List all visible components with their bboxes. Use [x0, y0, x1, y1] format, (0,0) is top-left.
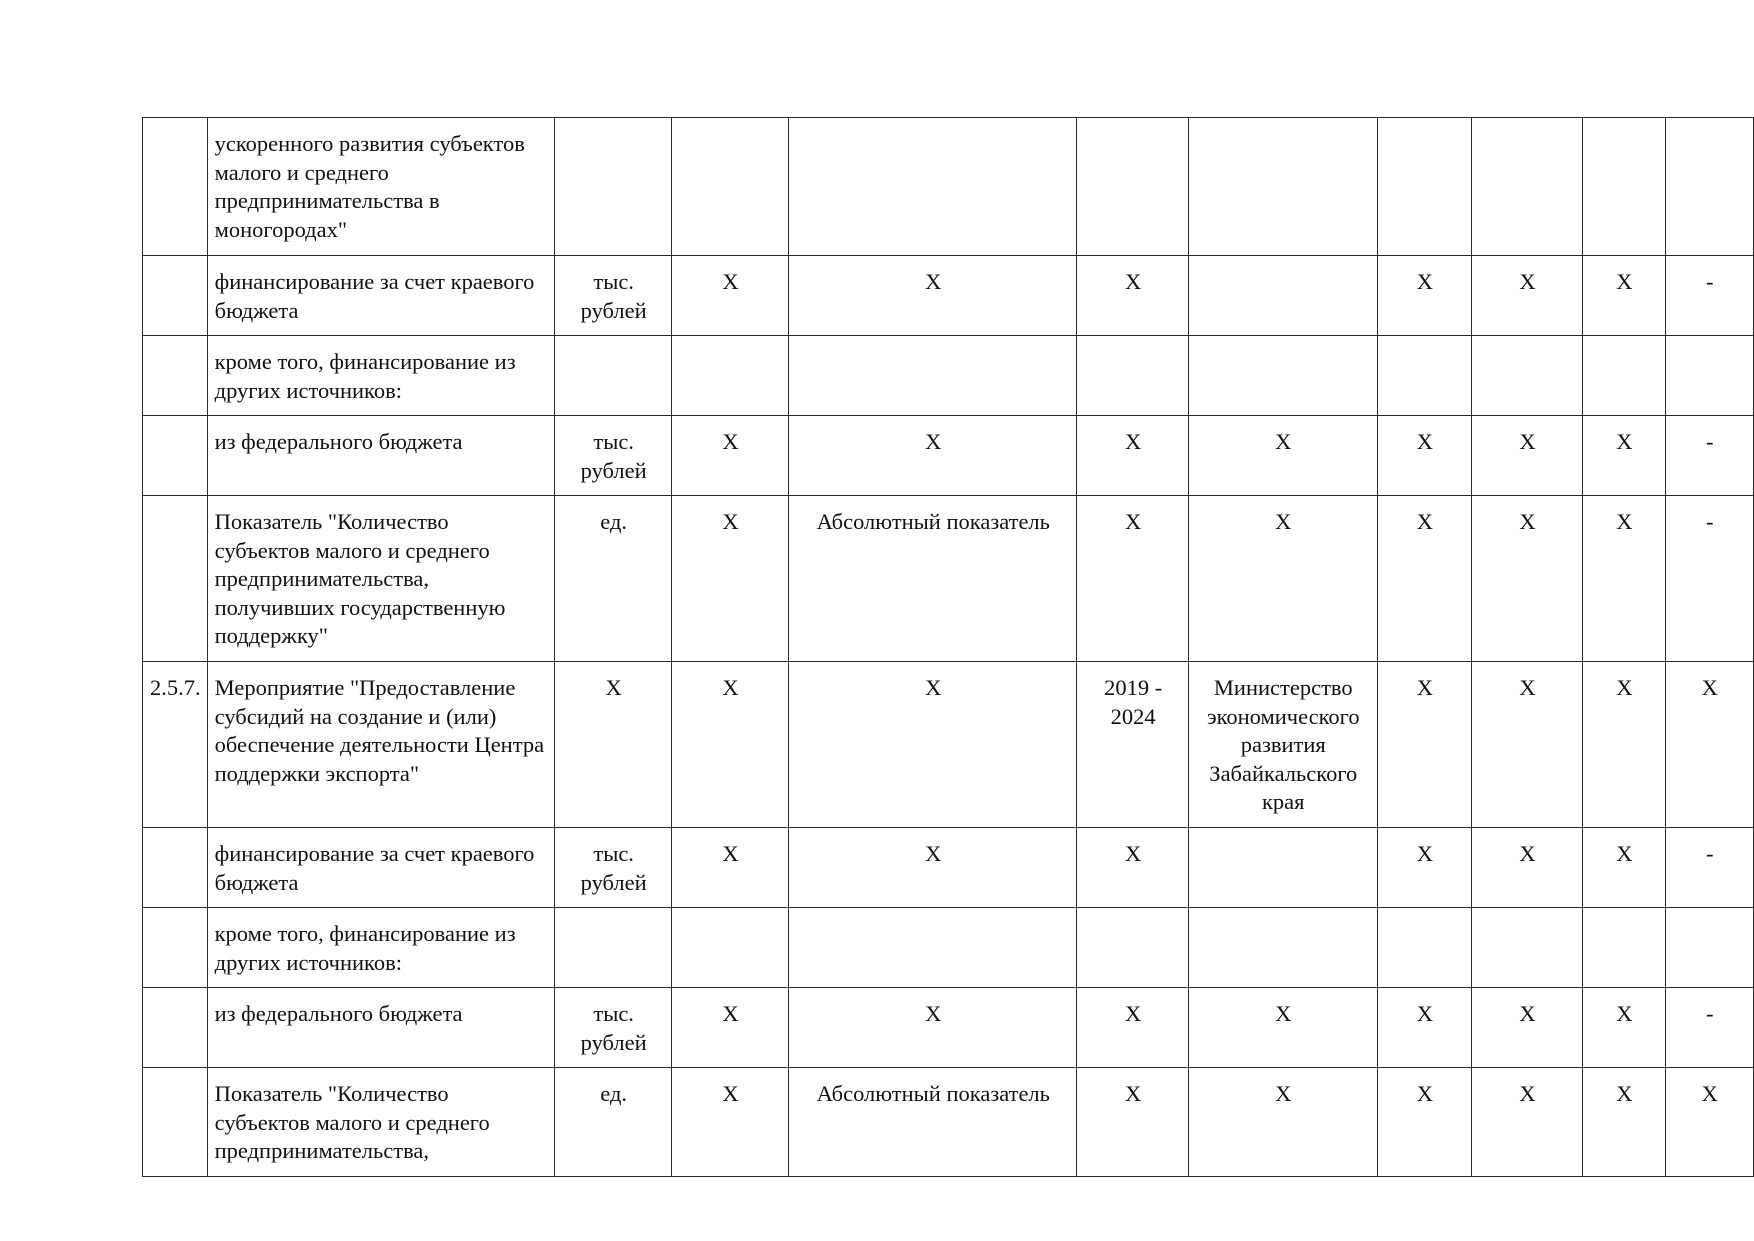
table-row [143, 988, 1754, 1068]
cell-col-10: - [1665, 256, 1753, 336]
cell-col-9: X [1583, 1068, 1665, 1177]
cell-col-3: X [671, 1068, 788, 1177]
cell-col-4 [789, 908, 1077, 988]
cell-col-8: X [1471, 988, 1582, 1068]
cell-col-7 [1377, 908, 1471, 988]
cell-col-6: X [1188, 496, 1377, 662]
table-row [143, 416, 1754, 496]
cell-col-3: X [671, 988, 788, 1068]
table-row [143, 256, 1754, 336]
table-row [143, 1068, 1754, 1177]
table-row [143, 662, 1754, 828]
cell-col-3 [671, 118, 788, 256]
cell-number [143, 416, 208, 496]
cell-col-8: X [1471, 496, 1582, 662]
cell-col-7: X [1377, 988, 1471, 1068]
cell-col-8: X [1471, 828, 1582, 908]
cell-col-7: X [1377, 828, 1471, 908]
cell-col-7: X [1377, 256, 1471, 336]
cell-col-7: X [1377, 662, 1471, 828]
cell-col-6 [1188, 908, 1377, 988]
cell-col-5 [1077, 118, 1188, 256]
cell-name: ускоренного развития субъектов малого и среднего предпринимательства в моногородах" [207, 118, 555, 256]
cell-col-10: X [1665, 662, 1753, 828]
cell-col-4: Абсолютный показатель [789, 1068, 1077, 1177]
cell-col-8: X [1471, 662, 1582, 828]
cell-col-6: X [1188, 988, 1377, 1068]
cell-col-6 [1188, 118, 1377, 256]
cell-name: Показатель "Количество субъектов малого и среднего предпринимательства, [207, 1068, 555, 1177]
cell-col-3: X [671, 662, 788, 828]
cell-unit: тыс. рублей [555, 828, 672, 908]
cell-name: финансирование за счет краевого бюджета [207, 256, 555, 336]
cell-col-4: X [789, 256, 1077, 336]
table-row [143, 908, 1754, 988]
table-row [143, 828, 1754, 908]
cell-col-10: X [1665, 1068, 1753, 1177]
cell-col-6 [1188, 828, 1377, 908]
cell-col-6: Министерство экономического развития Забайкальского края [1188, 662, 1377, 828]
cell-col-5: X [1077, 1068, 1188, 1177]
cell-col-9 [1583, 118, 1665, 256]
cell-col-6: X [1188, 416, 1377, 496]
cell-name: кроме того, финансирование из других источников: [207, 908, 555, 988]
cell-col-3: X [671, 496, 788, 662]
cell-col-6: X [1188, 1068, 1377, 1177]
cell-number [143, 988, 208, 1068]
cell-col-5: 2019 - 2024 [1077, 662, 1188, 828]
cell-unit: тыс. рублей [555, 416, 672, 496]
cell-name: из федерального бюджета [207, 988, 555, 1068]
cell-col-8 [1471, 118, 1582, 256]
cell-unit: ед. [555, 1068, 672, 1177]
cell-col-4: X [789, 662, 1077, 828]
cell-number [143, 496, 208, 662]
cell-col-4: X [789, 828, 1077, 908]
cell-col-8 [1471, 908, 1582, 988]
cell-unit: тыс. рублей [555, 256, 672, 336]
cell-name: из федерального бюджета [207, 416, 555, 496]
cell-col-4: Абсолютный показатель [789, 496, 1077, 662]
cell-col-9: X [1583, 496, 1665, 662]
cell-col-8: X [1471, 416, 1582, 496]
cell-col-6 [1188, 336, 1377, 416]
table-viewport [142, 117, 1754, 1178]
cell-col-9: X [1583, 256, 1665, 336]
cell-number: 2.5.7. [143, 662, 208, 828]
cell-col-3: X [671, 828, 788, 908]
cell-col-10: - [1665, 988, 1753, 1068]
cell-col-9: X [1583, 828, 1665, 908]
cell-col-3 [671, 336, 788, 416]
cell-unit [555, 336, 672, 416]
cell-number [143, 256, 208, 336]
cell-col-3: X [671, 416, 788, 496]
cell-col-5: X [1077, 828, 1188, 908]
cell-number [143, 118, 208, 256]
cell-col-6 [1188, 256, 1377, 336]
cell-col-8: X [1471, 1068, 1582, 1177]
cell-col-9: X [1583, 416, 1665, 496]
cell-col-5: X [1077, 256, 1188, 336]
cell-col-9 [1583, 336, 1665, 416]
cell-unit [555, 118, 672, 256]
cell-unit: X [555, 662, 672, 828]
cell-col-7: X [1377, 1068, 1471, 1177]
cell-unit: тыс. рублей [555, 988, 672, 1068]
cell-col-9: X [1583, 662, 1665, 828]
cell-col-4: X [789, 988, 1077, 1068]
cell-col-9: X [1583, 988, 1665, 1068]
program-activities-table [142, 117, 1754, 1177]
table-row [143, 336, 1754, 416]
cell-col-4: X [789, 416, 1077, 496]
cell-name: Мероприятие "Предоставление субсидий на создание и (или) обеспечение деятельности Центра поддержки экспорта" [207, 662, 555, 828]
cell-number [143, 336, 208, 416]
cell-col-3: X [671, 256, 788, 336]
cell-col-4 [789, 118, 1077, 256]
cell-col-9 [1583, 908, 1665, 988]
cell-col-10 [1665, 118, 1753, 256]
cell-col-10 [1665, 336, 1753, 416]
cell-col-5: X [1077, 416, 1188, 496]
cell-col-7 [1377, 118, 1471, 256]
cell-col-7 [1377, 336, 1471, 416]
cell-name: финансирование за счет краевого бюджета [207, 828, 555, 908]
cell-col-5: X [1077, 988, 1188, 1068]
cell-col-10 [1665, 908, 1753, 988]
cell-col-5: X [1077, 496, 1188, 662]
cell-col-10: - [1665, 828, 1753, 908]
cell-col-8 [1471, 336, 1582, 416]
table-row [143, 496, 1754, 662]
cell-col-7: X [1377, 416, 1471, 496]
cell-col-4 [789, 336, 1077, 416]
cell-unit [555, 908, 672, 988]
cell-col-8: X [1471, 256, 1582, 336]
cell-unit: ед. [555, 496, 672, 662]
cell-col-5 [1077, 336, 1188, 416]
cell-col-3 [671, 908, 788, 988]
table-row [143, 118, 1754, 256]
cell-name: Показатель "Количество субъектов малого и среднего предпринимательства, получивших государственную поддержку" [207, 496, 555, 662]
cell-col-5 [1077, 908, 1188, 988]
cell-col-10: - [1665, 416, 1753, 496]
cell-number [143, 1068, 208, 1177]
cell-name: кроме того, финансирование из других источников: [207, 336, 555, 416]
cell-col-10: - [1665, 496, 1753, 662]
cell-number [143, 908, 208, 988]
cell-col-7: X [1377, 496, 1471, 662]
cell-number [143, 828, 208, 908]
